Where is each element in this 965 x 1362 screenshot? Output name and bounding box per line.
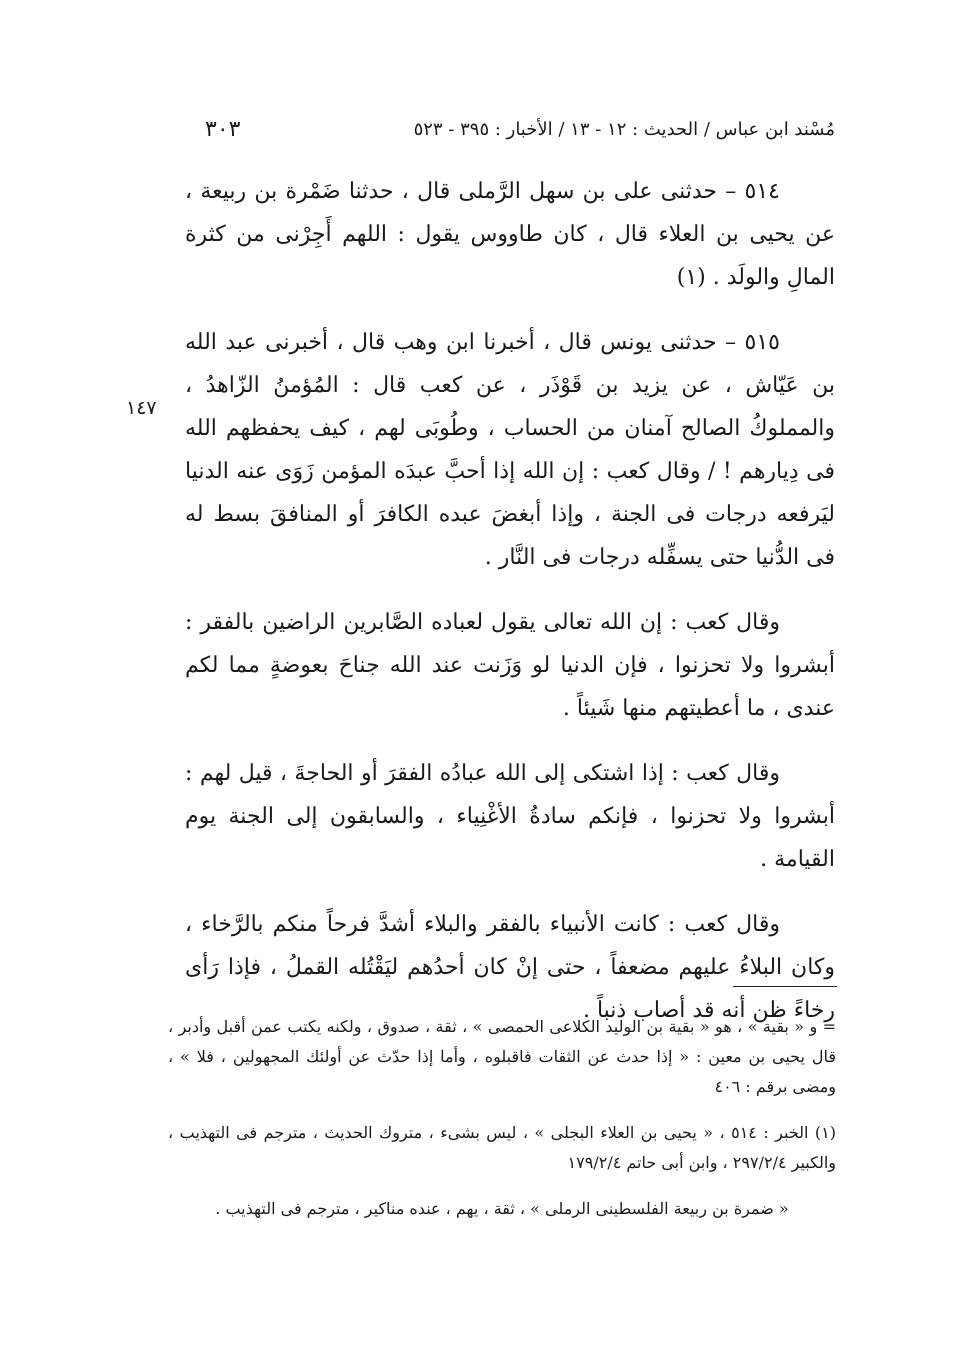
running-header [205, 112, 835, 146]
margin-page-reference: ١٤٧ [126, 397, 157, 419]
kaab-saying-patient-poor: وقال كعب : إن الله تعالى يقول لعباده الصَّابرين الراضين بالفقر : أبشروا ولا تحزنوا ، فإن الدنيا لو وَزَنت عند الله جناحَ بعوضةٍ مما لكم عندى ، ما أعطيتهم منها شَيئاً . [185, 610, 835, 721]
kaab-saying-prophets: وقال كعب : كانت الأنبياء بالفقر والبلاء أشدَّ فرحاً منكم بالرَّخاء ، وكان البلاءُ عليهم مضعفاً ، حتى إنْ كان أحدُهم ليَقْتُله القملُ ، فإذا رَأى رخاءً ظن أنه قد أصاب ذنباً . [185, 912, 835, 1023]
footnote-1: (١) الخبر : ٥١٤ ، « يحيى بن العلاء البجلى » ، ليس بشىء ، متروك الحديث ، مترجم فى التهذيب ، والكبير ٢٩٧/٢/٤ ، وابن أبى حاتم ١٧٩/٢/٤ [168, 1123, 836, 1172]
main-text [185, 170, 835, 1054]
footnote-damra: « ضمرة بن ربيعة الفلسطينى الرملى » ، ثقة ، يهم ، عنده مناكير ، مترجم فى التهذيب . [215, 1199, 789, 1218]
footnotes [168, 1012, 836, 1240]
header-title: مُسْند ابن عباس / الحديث : ١٢ - ١٣ / الأخبار : ٣٩٥ - ٥٢٣ [413, 118, 835, 140]
footnote-continued: = و « بقية » ، هو « بقية بن الوليد الكلاعى الحمصى » ، ثقة ، صدوق ، ولكنه يكتب عمن أقبل وأدبر ، قال يحيى بن معين : « إذا حدث عن الثقات فاقبلوه ، وأما إذا حدّث عن أولئك المجهولين ، فلا » ، ومضى برقم : ٤٠٦ [168, 1017, 836, 1096]
page-number: ٣٠٣ [205, 116, 241, 142]
footnote-divider [733, 986, 837, 987]
hadith-515: ٥١٥ – حدثنى يونس قال ، أخبرنا ابن وهب قال ، أخبرنى عبد الله بن عَيّاش ، عن يزيد بن قَوْذَر ، عن كعب قال : المُؤمنُ الزّاهدُ ، والمملوكُ الصالح آمنان من الحساب ، وطُوبَى لهم ، كيف يحفظهم الله فى دِيارهم ! / وقال كعب : إن الله إذا أحبَّ عبدَه المؤمن زَوَى عنه الدنيا ليَرفعه درجات فى الجنة ، وإذا أبغضَ عبده الكافرَ أو المنافقَ بسط له فى الدُّنيا حتى يسفِّله درجات فى النَّار . [185, 330, 835, 570]
hadith-514: ٥١٤ – حدثنى على بن سهل الرَّملى قال ، حدثنا ضَمْرة بن ربيعة ، عن يحيى بن العلاء قال ، كان طاووس يقول : اللهم أَجِرْنى من كثرة المالِ والولَد . (١) [185, 179, 835, 290]
kaab-saying-complaint: وقال كعب : إذا اشتكى إلى الله عبادُه الفقرَ أو الحاجةَ ، قيل لهم : أبشروا ولا تحزنوا ، فإنكم سادةُ الأغْنِياء ، والسابقون إلى الجنة يوم القيامة . [185, 761, 835, 872]
